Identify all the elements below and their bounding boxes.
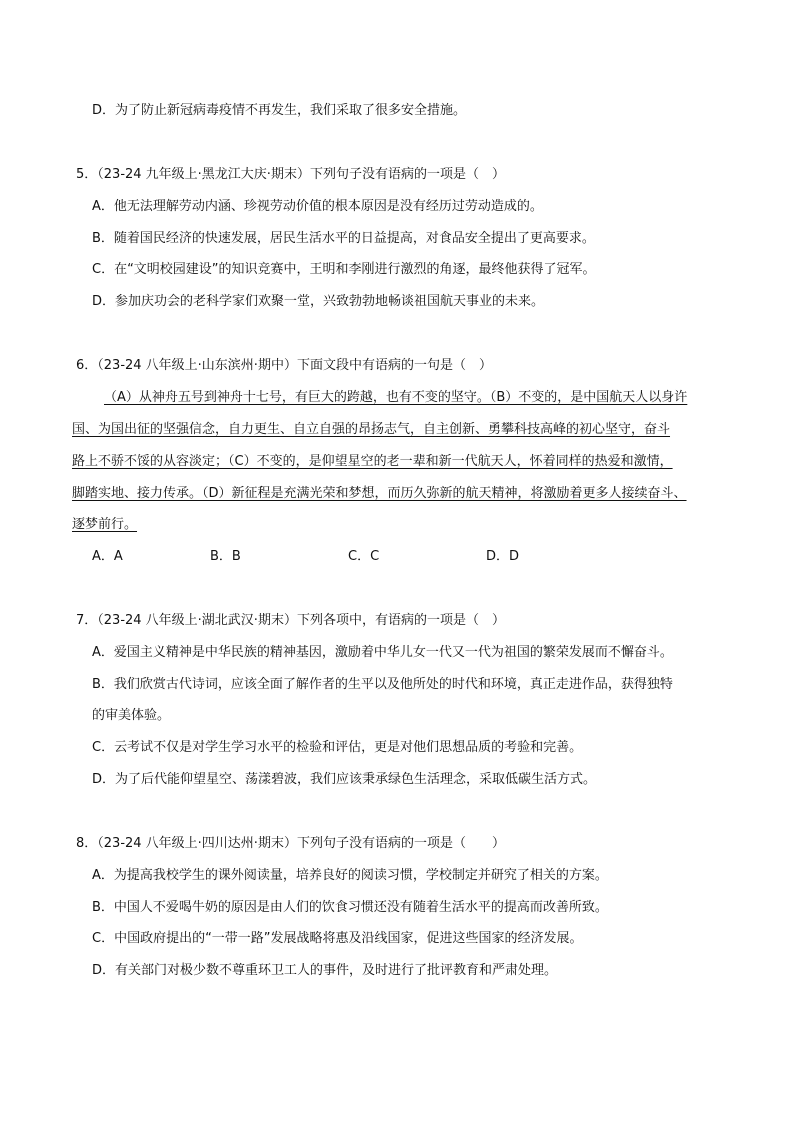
q4-option-d: D．为了防止新冠病毒疫情不再发生，我们采取了很多安全措施。	[92, 103, 467, 118]
q7-stem: 7．（23-24 八年级上·湖北武汉·期末）下列各项中，有语病的一项是（ ）	[76, 613, 505, 628]
q6-stem: 6．（23-24 八年级上·山东滨州·期中）下面文段中有语病的一句是（ ）	[76, 358, 492, 373]
q5-stem: 5．（23-24 九年级上·黑龙江大庆·期末）下列句子没有语病的一项是（ ）	[76, 167, 505, 182]
q7-option-a: A．爱国主义精神是中华民族的精神基因，激励着中华儿女一代又一代为祖国的繁荣发展而不懈奋斗。	[92, 645, 673, 660]
q6-passage-line-3: 路上不骄不馁的从容淡定；（C）不变的，是仰望星空的老一辈和新一代航天人，怀着同样的热爱和激情，	[72, 454, 673, 469]
q5-option-b: B．随着国民经济的快速发展，居民生活水平的日益提高，对食品安全提出了更高要求。	[92, 231, 595, 246]
q8-stem: 8．（23-24 八年级上·四川达州·期末）下列句子没有语病的一项是（ ）	[76, 836, 505, 851]
q5-option-a: A．他无法理解劳动内涵、珍视劳动价值的根本原因是没有经历过劳动造成的。	[92, 199, 543, 214]
q8-option-d: D．有关部门对极少数不尊重环卫工人的事件，及时进行了批评教育和严肃处理。	[92, 963, 558, 978]
q6-passage-line-5: 逐梦前行。	[72, 517, 138, 532]
q6-passage-line-2: 国、为国出征的坚强信念，自力更生、自立自强的昂扬志气，自主创新、勇攀科技高峰的初心坚守，奋斗	[72, 422, 671, 437]
q8-option-b: B．中国人不爱喝牛奶的原因是由人们的饮食习惯还没有随着生活水平的提高而改善所致。	[92, 900, 608, 915]
q6-option-c: C．C	[348, 549, 380, 564]
q6-passage-line-4: 脚踏实地、接力传承。（D）新征程是充满光荣和梦想，而历久弥新的航天精神，将激励着更多人接续奋斗、	[72, 486, 687, 501]
q5-option-c: C．在“文明校园建设”的知识竞赛中，王明和李刚进行激烈的角逐，最终他获得了冠军。	[92, 262, 596, 277]
q6-option-a: A．A	[92, 549, 123, 564]
q7-option-b-cont: 的审美体验。	[92, 708, 171, 723]
q7-option-b: B．我们欣赏古代诗词，应该全面了解作者的生平以及他所处的时代和环境，真正走进作品，获得独特	[92, 677, 673, 692]
q6-option-d: D．D	[486, 549, 520, 564]
q5-option-d: D．参加庆功会的老科学家们欢聚一堂，兴致勃勃地畅谈祖国航天事业的未来。	[92, 294, 545, 309]
q8-option-c: C．中国政府提出的“一带一路”发展战略将惠及沿线国家，促进这些国家的经济发展。	[92, 931, 583, 946]
q7-option-d: D．为了后代能仰望星空、荡漾碧波，我们应该秉承绿色生活理念，采取低碳生活方式。	[92, 772, 597, 787]
q6-option-b: B．B	[210, 549, 241, 564]
q6-passage-line-1: （A）从神舟五号到神舟十七号，有巨大的跨越，也有不变的坚守。（B）不变的，是中国航天人以身许	[104, 390, 688, 405]
q8-option-a: A．为提高我校学生的课外阅读量，培养良好的阅读习惯，学校制定并研究了相关的方案。	[92, 868, 608, 883]
q7-option-c: C．云考试不仅是对学生学习水平的检验和评估，更是对他们思想品质的考验和完善。	[92, 740, 583, 755]
